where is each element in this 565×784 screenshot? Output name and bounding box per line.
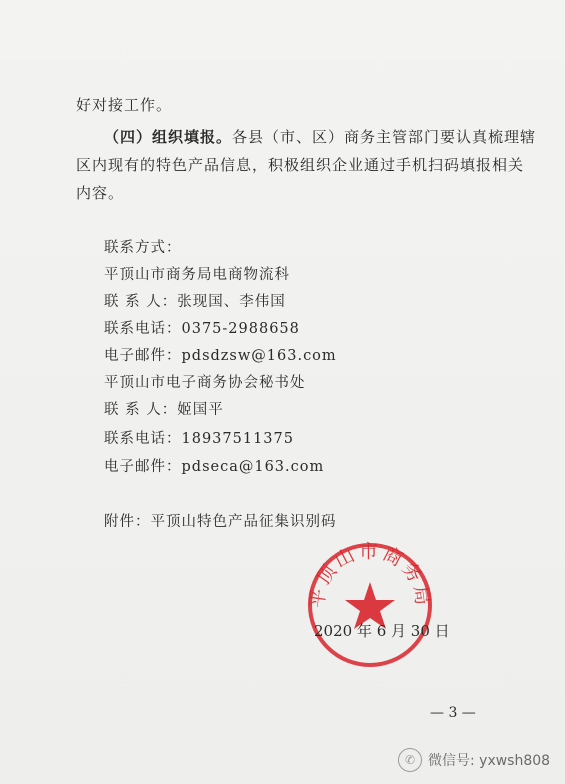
document-date: 2020 年 6 月 30 日 — [314, 622, 450, 640]
official-seal — [305, 540, 435, 670]
contact-email: 电子邮件：pdsdzsw@163.com — [104, 348, 337, 364]
contact-phone: 联系电话：0375-2988658 — [104, 321, 300, 337]
paragraph-text: 各县（市、区）商务主管部门要认真梳理辖 — [232, 128, 537, 146]
contact-person: 联 系 人：姬国平 — [104, 402, 224, 418]
wechat-watermark — [398, 748, 550, 772]
body-line: 内容。 — [76, 184, 125, 202]
page-number: — 3 — — [430, 705, 476, 721]
contact-phone: 联系电话：18937511375 — [104, 431, 294, 447]
contacts-title: 联系方式： — [104, 240, 182, 256]
wechat-id: 微信号: yxwsh808 — [428, 753, 551, 769]
contact-email: 电子邮件：pdseca@163.com — [104, 459, 325, 475]
paragraph-first-line — [104, 126, 536, 147]
attachment-note: 附件：平顶山特色产品征集识别码 — [104, 514, 337, 530]
body-line: 区内现有的特色产品信息，积极组织企业通过手机扫码填报相关 — [76, 156, 525, 174]
contact-person: 联 系 人：张现国、李伟国 — [104, 294, 286, 310]
seal-text: 平顶山市商务局 — [306, 540, 434, 610]
wechat-icon: ✆ — [398, 748, 422, 772]
paragraph-heading: （四）组织填报。 — [104, 128, 233, 146]
body-line: 好对接工作。 — [76, 96, 173, 114]
contact-org: 平顶山市电子商务协会秘书处 — [104, 375, 306, 391]
contact-org: 平顶山市商务局电商物流科 — [104, 267, 290, 283]
